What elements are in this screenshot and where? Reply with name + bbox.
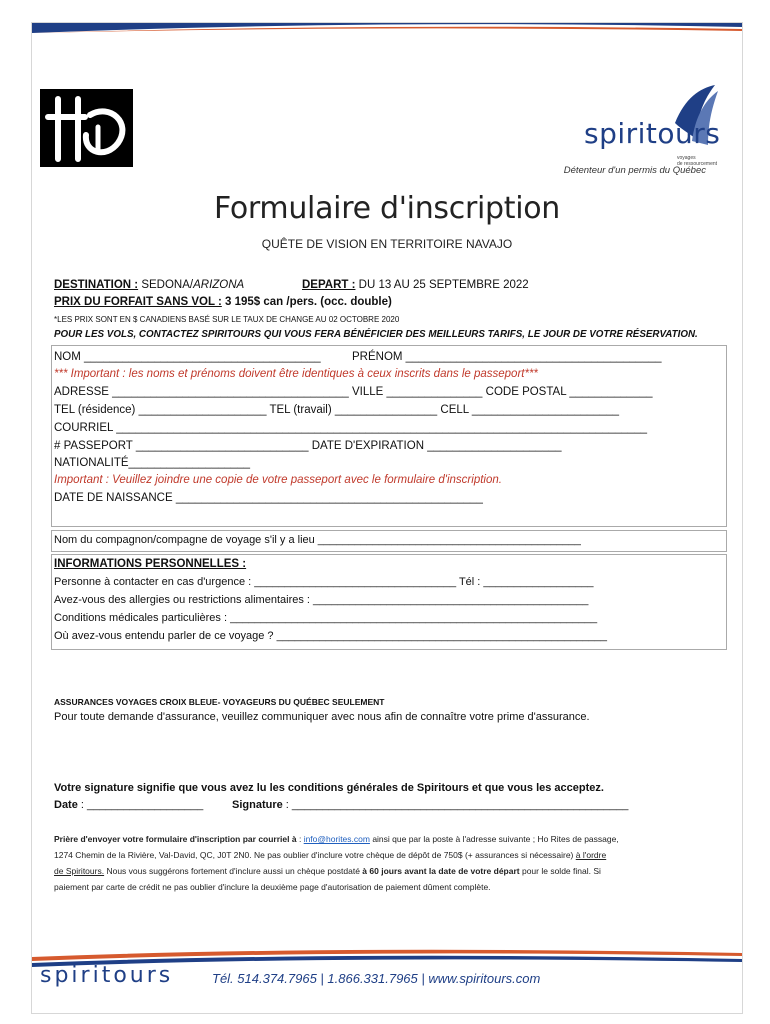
destination-state: ARIZONA bbox=[193, 279, 245, 291]
instructions-balance: pour le solde final. Si bbox=[519, 866, 601, 876]
insurance-text: Pour toute demande d'assurance, veuillez communiquer avec nous afin de connaître votre prime d'assurance. bbox=[54, 711, 590, 723]
signature-field[interactable] bbox=[232, 799, 628, 811]
tagline-line-1: voyages bbox=[677, 155, 696, 161]
instructions-order-2: de Spiritours. bbox=[54, 866, 105, 876]
naissance-field[interactable]: DATE DE NAISSANCE ________________________________________________ bbox=[54, 492, 483, 504]
price-line bbox=[54, 296, 392, 308]
tel-field[interactable]: TEL (résidence) ____________________ TEL (travail) ________________ CELL _______________________ bbox=[54, 404, 620, 416]
permit-text: Détenteur d'un permis du Québec bbox=[563, 165, 706, 176]
signature-line: : _______________________________________________________ bbox=[282, 799, 629, 811]
important-passport-note: Important : Veuillez joindre une copie de votre passeport avec le formulaire d'inscription. bbox=[54, 474, 502, 486]
price-value: 3 195$ can /pers. (occ. double) bbox=[221, 296, 392, 308]
email-link[interactable]: info@horites.com bbox=[303, 834, 370, 844]
instructions-credit-card: paiement par carte de crédit ne pas oublier d'inclure la deuxième page d'autorisation de paiement dûment complète. bbox=[54, 882, 491, 892]
page-title: Formulaire d'inscription bbox=[213, 191, 561, 226]
depart-line bbox=[302, 279, 529, 291]
form-page bbox=[31, 22, 743, 1014]
important-names-note: *** Important : les noms et prénoms doivent être identiques à ceux inscrits dans le passeport*** bbox=[54, 368, 538, 380]
signature-statement: Votre signature signifie que vous avez lu les conditions générales de Spiritours et que vous les acceptez. bbox=[54, 782, 604, 794]
passeport-field[interactable]: # PASSEPORT ___________________________ DATE D'EXPIRATION _____________________ bbox=[54, 440, 562, 452]
depart-label: DEPART : bbox=[302, 279, 356, 291]
instructions-address-1: ainsi que par la poste à l'adresse suivante ; Ho Rites de passage, bbox=[369, 834, 619, 844]
ho-rites-logo bbox=[40, 89, 133, 167]
insurance-title: ASSURANCES VOYAGES CROIX BLEUE- VOYAGEURS DU QUÉBEC SEULEMENT bbox=[54, 697, 385, 707]
instructions-colon: : bbox=[296, 834, 304, 844]
adresse-field[interactable]: ADRESSE _____________________________________ VILLE _______________ CODE POSTAL _____________ bbox=[54, 386, 653, 398]
spiritours-logo: spiritours bbox=[584, 117, 721, 150]
instructions-order-1: à l'ordre bbox=[575, 850, 607, 860]
urgence-field[interactable]: Personne à contacter en cas d'urgence : _________________________________ Tél : __________________ bbox=[54, 576, 594, 588]
prenom-field[interactable]: PRÉNOM ________________________________________ bbox=[352, 351, 662, 363]
price-label: PRIX DU FORFAIT SANS VOL : bbox=[54, 296, 222, 308]
signature-label: Signature bbox=[232, 799, 283, 811]
companion-field[interactable]: Nom du compagnon/compagne de voyage s'il y a lieu ___________________________________________ bbox=[54, 534, 581, 546]
instructions-address-2: 1274 Chemin de la Rivière, Val-David, QC, J0T 2N0. Ne pas oublier d'inclure votre chèque de dépôt de 750$ (+ assurances si nécessaire) bbox=[54, 850, 576, 860]
source-field[interactable]: Où avez-vous entendu parler de ce voyage ? ______________________________________________________ bbox=[54, 630, 607, 642]
destination-label: DESTINATION : bbox=[54, 279, 139, 291]
date-label: Date bbox=[54, 799, 78, 811]
courriel-field[interactable]: COURRIEL ___________________________________________________________________________________ bbox=[54, 422, 648, 434]
price-note: *LES PRIX SONT EN $ CANADIENS BASÉ SUR LE TAUX DE CHANGE AU 02 OCTOBRE 2020 bbox=[54, 315, 400, 324]
destination-line bbox=[54, 279, 244, 291]
flights-note: POUR LES VOLS, CONTACTEZ SPIRITOURS QUI VOUS FERA BÉNÉFICIER DES MEILLEURS TARIFS, LE JOUR DE VOTRE RÉSERVATION. bbox=[54, 329, 698, 340]
destination-value: SEDONA/ bbox=[138, 279, 194, 291]
instructions-60-days: à 60 jours avant la date de votre départ bbox=[362, 866, 520, 876]
personal-title: INFORMATIONS PERSONNELLES : bbox=[54, 558, 247, 570]
instructions-paragraph bbox=[54, 831, 724, 895]
nom-field[interactable]: NOM _____________________________________ bbox=[54, 351, 321, 363]
tagline-line-2: de ressourcement bbox=[677, 161, 718, 167]
allergies-field[interactable]: Avez-vous des allergies ou restrictions alimentaires : _____________________________________________ bbox=[54, 594, 589, 606]
instructions-lead: Prière d'envoyer votre formulaire d'inscription par courriel à bbox=[54, 834, 297, 844]
top-decorative-bar bbox=[32, 23, 742, 33]
footer-brand: spiritours bbox=[40, 963, 174, 988]
depart-value: DU 13 AU 25 SEPTEMBRE 2022 bbox=[355, 279, 529, 291]
footer-contact: Tél. 514.374.7965 | 1.866.331.7965 | www.spiritours.com bbox=[212, 971, 541, 986]
trip-subtitle: QUÊTE DE VISION EN TERRITOIRE NAVAJO bbox=[261, 237, 513, 251]
date-field[interactable] bbox=[54, 799, 203, 811]
medical-field[interactable]: Conditions médicales particulières : ____________________________________________________________ bbox=[54, 612, 598, 624]
nationalite-field[interactable]: NATIONALITÉ___________________ bbox=[54, 457, 251, 469]
instructions-postdated: Nous vous suggérons fortement d'inclure aussi un chèque postdaté bbox=[104, 866, 363, 876]
date-line: : ___________________ bbox=[77, 799, 204, 811]
